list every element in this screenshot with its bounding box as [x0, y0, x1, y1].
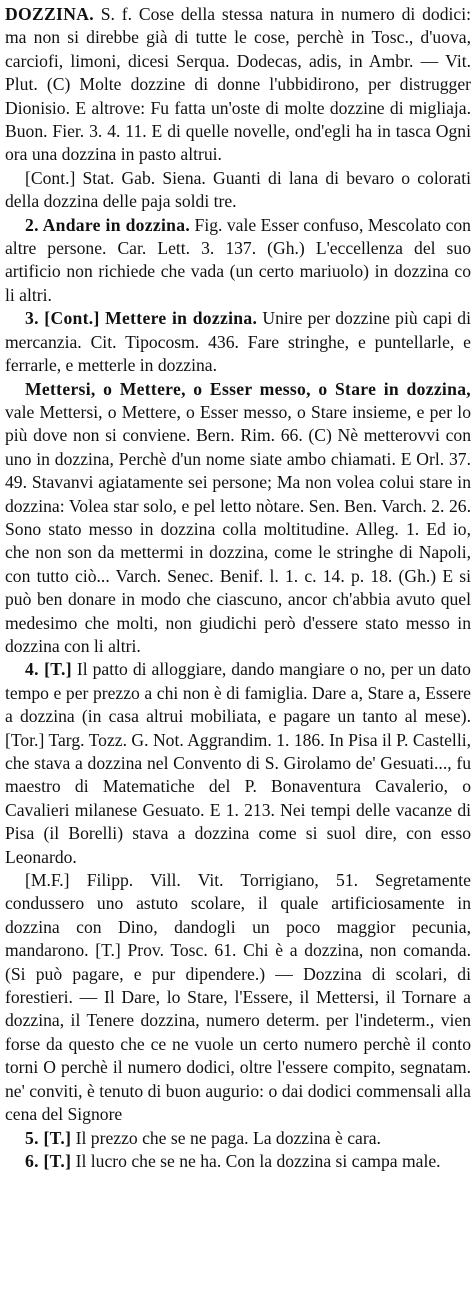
entry-head: 3. [Cont.] Mettere in dozzina.	[25, 308, 258, 329]
entry-text: Unire per dozzine più capi di mercanzia. Cit. Tipocosm. 436. Fare stringhe, e puntellarle, e ferrarle, e metterle in dozzina.	[5, 308, 471, 376]
entry-head: DOZZINA.	[5, 4, 94, 24]
entry-text: [Cont.] Stat. Gab. Siena. Guanti di lana di bevaro o colorati della dozzina delle paja soldi tre.	[5, 167, 471, 212]
entry-mettersi	[5, 378, 471, 659]
entry-head: 4. [T.]	[25, 659, 72, 680]
entry-cont-stat-gab	[5, 167, 471, 214]
entry-head: 5. [T.]	[25, 1127, 72, 1148]
entry-head: 2. Andare in dozzina.	[25, 214, 191, 235]
entry-text: S. f. Cose della stessa natura in numero di dodici: ma non si direbbe già di tutte le cose, perchè in Tosc., d'uova, carciofi, limoni, dicesi Serqua. Dodecas, adis, in Ambr. — Vit. Plut. (C) Molte dozzine di donne l'ubbidirono, per distrugger Dionisio. E altrove: Fu fatta un'oste di molte dozzine di migliaja. Buon. Fier. 3. 4. 11. E di quelle novelle, ond'egli ha in tasca Ogni ora una dozzina in pasto altrui.	[5, 4, 471, 165]
entry-mf-filipp-vill	[5, 869, 471, 1126]
entry-mettere-in-dozzina	[5, 307, 471, 377]
entry-text: vale Mettersi, o Mettere, o Esser messo, o Stare insieme, e per lo più dove non si conviene. Bern. Rim. 66. (C) Nè metterovvi con uno in dozzina, Perchè d'un nome siate ambo chiamati. E Orl. 37. 49. Stavanvi agiatamente sei persone; Ma non volea colui stare in dozzina: Volea star solo, e pel letto nòtare. Sen. Ben. Varch. 2. 26. Sono stato messo in dozzina colla moltitudine. Alleg. 1. Ed io, che non son da mettermi in dozzina, come le stringhe di Napoli, con tutto ciò... Varch. Senec. Benif. l. 1. c. 14. p. 18. (Gh.) E si può ben donare in modo che ciascuno, ancor ch'abbia avuto quel medesimo che molti, non giudichi però d'essere stato messo in dozzina con li altri.	[5, 401, 471, 656]
entry-prezzo	[5, 1127, 471, 1150]
entry-text: Il patto di alloggiare, dando mangiare o no, per un dato tempo e per prezzo a chi non è di famiglia. Dare a, Stare a, Essere a dozzina (in casa altrui mobiliata, e pagare un tanto al mese). [Tor.] Targ. Tozz. G. Not. Aggrandim. 1. 186. In Pisa il P. Castelli, che stava a dozzina nel Convento di S. Girolamo de' Gesuati..., fu maestro di Matematiche del P. Bonaventura Cavalerio, o Cavalieri milanese Gesuato. E 1. 213. Nei tempi delle vacanze di Pisa (il Borelli) stava a dozzina come si suol dire, con esso Leonardo.	[5, 659, 471, 867]
entry-lucro	[5, 1150, 471, 1173]
entry-head: Mettersi, o Mettere, o Esser messo, o Stare in dozzina,	[25, 378, 471, 399]
entry-andare-in-dozzina	[5, 214, 471, 308]
entry-dozzina	[5, 3, 471, 167]
entry-text: Il lucro che se ne ha. Con la dozzina si campa male.	[71, 1150, 441, 1171]
entry-head: 6. [T.]	[25, 1150, 72, 1171]
entry-text: Il prezzo che se ne paga. La dozzina è cara.	[71, 1127, 381, 1148]
entry-text: Fig. vale Esser confuso, Mescolato con altre persone. Car. Lett. 3. 137. (Gh.) L'eccellenza del suo artificio non richiede che vada (un certo mariuolo) in dozzina co li altri.	[5, 214, 471, 305]
entry-text: [M.F.] Filipp. Vill. Vit. Torrigiano, 51. Segretamente condussero uno astuto scolare, il quale artificiosamente in dozzina con Dino, dandogli un poco maggior pecunia, mandarono. [T.] Prov. Tosc. 61. Chi è a dozzina, non comanda. (Si può pagare, e pur dipendere.) — Dozzina di scolari, di forestieri. — Il Dare, lo Stare, l'Essere, il Mettersi, il Tornare a dozzina, il Tenere dozzina, numero determ. per l'indeterm., vien forse da questo che ce ne vuole un certo numero perchè il conto torni O perchè il numero dodici, oltre l'essere compito, segnatam. ne' conviti, è tenuto di buon augurio: o dai dodici commensali alla cena del Signore	[5, 870, 471, 1125]
entry-patto-alloggiare	[5, 658, 471, 869]
